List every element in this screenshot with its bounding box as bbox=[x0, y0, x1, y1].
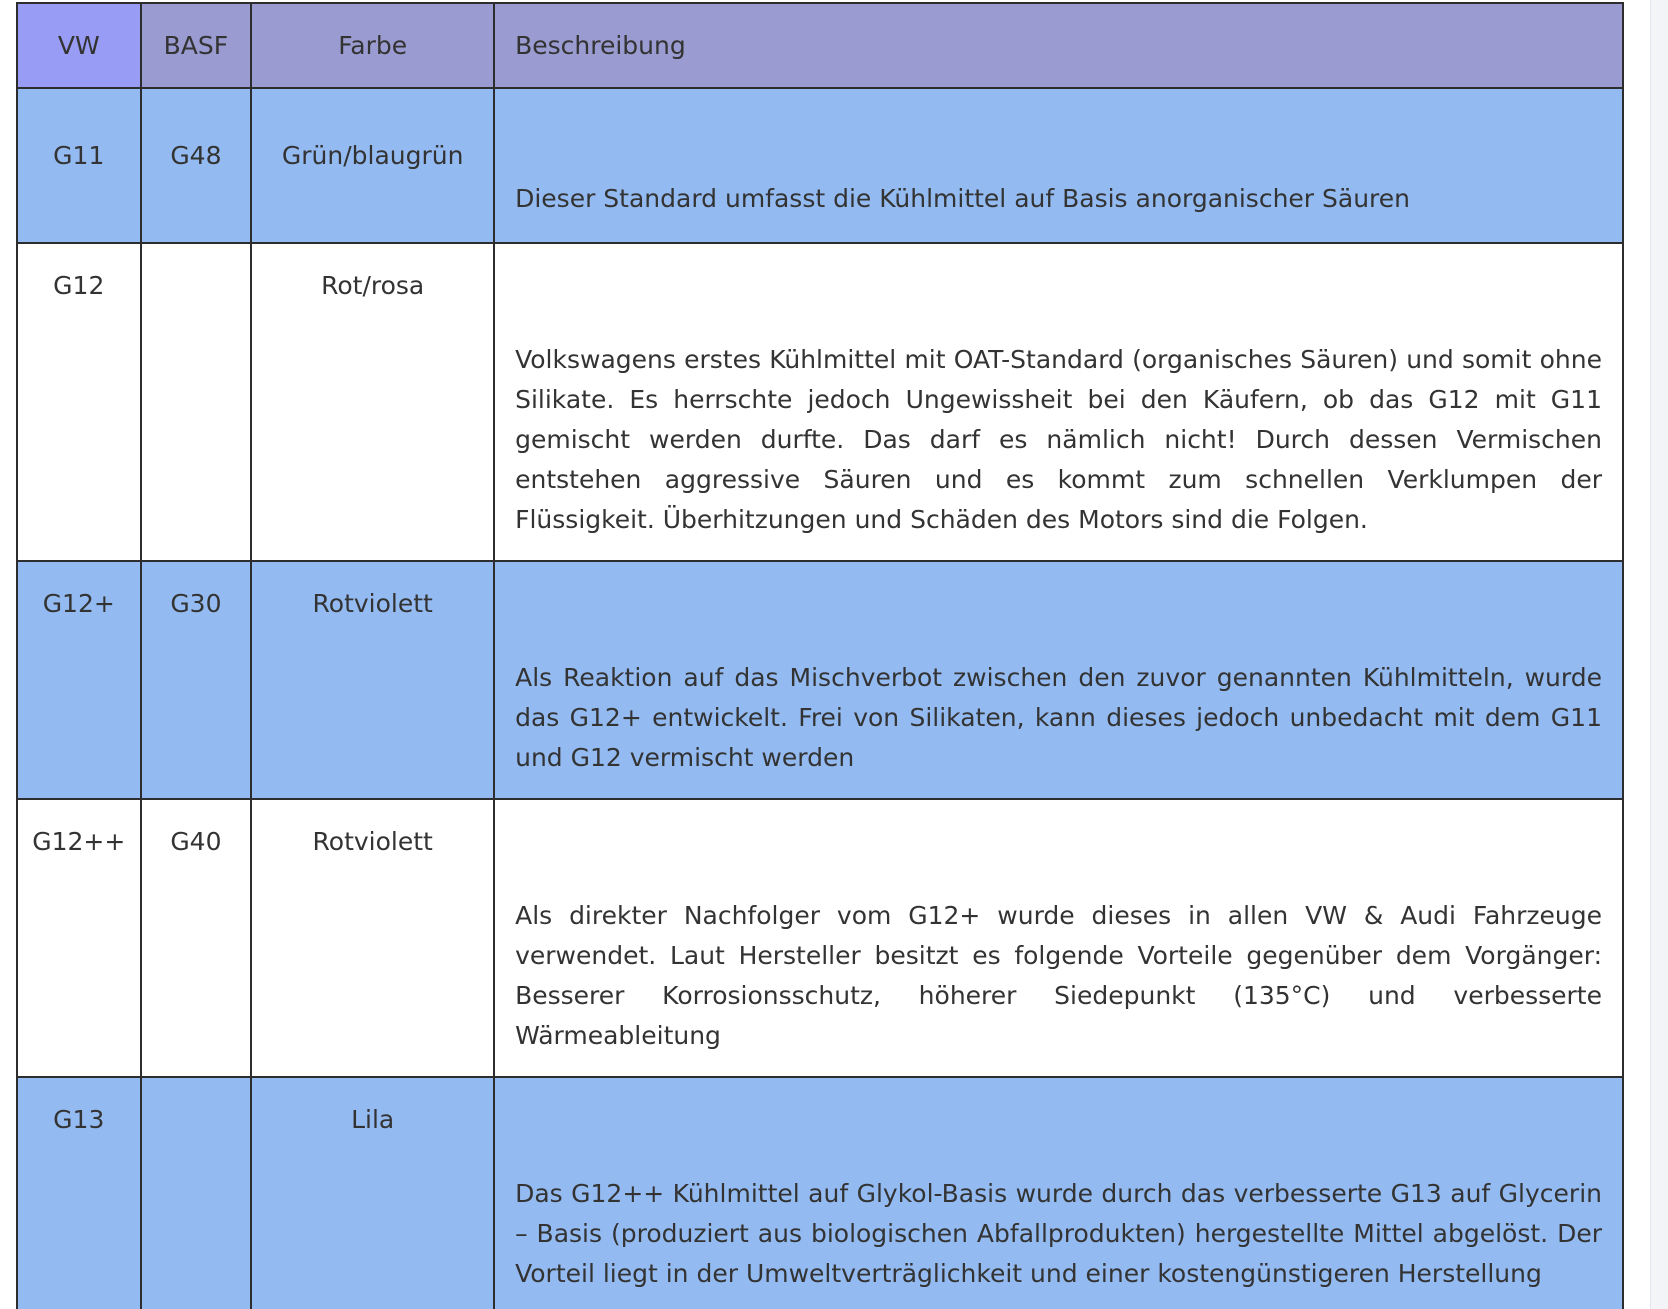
cell-farbe: Grün/blaugrün bbox=[251, 88, 494, 243]
cell-beschreibung: Volkswagens erstes Kühlmittel mit OAT-Standard (organisches Säuren) und somit ohne Silikate. Es herrschte jedoch Ungewissheit bei den Käufern, ob das G12 mit G11 gemischt werden durfte. Das darf es nämlich nicht! Durch dessen Vermischen entstehen aggressive Säuren und es kommt zum schnellen Verklumpen der Flüssigkeit. Überhitzungen und Schäden des Motors sind die Folgen. bbox=[494, 243, 1623, 561]
cell-beschreibung: Dieser Standard umfasst die Kühlmittel auf Basis anorganischer Säuren bbox=[494, 88, 1623, 243]
cell-vw: G12++ bbox=[17, 799, 141, 1077]
cell-vw: G13 bbox=[17, 1077, 141, 1309]
header-farbe: Farbe bbox=[251, 3, 494, 88]
table-row-g12-plus bbox=[17, 561, 1623, 799]
cell-farbe: Lila bbox=[251, 1077, 494, 1309]
header-basf: BASF bbox=[141, 3, 252, 88]
table-row-g12-plus-plus bbox=[17, 799, 1623, 1077]
scroll-gutter bbox=[1650, 0, 1668, 1309]
cell-basf bbox=[141, 1077, 252, 1309]
table-header-row bbox=[17, 3, 1623, 88]
header-beschreibung: Beschreibung bbox=[494, 3, 1623, 88]
cell-farbe: Rotviolett bbox=[251, 799, 494, 1077]
cell-vw: G11 bbox=[17, 88, 141, 243]
coolant-table bbox=[16, 2, 1624, 1309]
cell-vw: G12+ bbox=[17, 561, 141, 799]
cell-beschreibung: Das G12++ Kühlmittel auf Glykol-Basis wurde durch das verbesserte G13 auf Glycerin – Basis (produziert aus biologischen Abfallprodukten) hergestellte Mittel abgelöst. Der Vorteil liegt in der Umweltverträglichkeit und einer kostengünstigeren Herstellung bbox=[494, 1077, 1623, 1309]
cell-beschreibung: Als Reaktion auf das Mischverbot zwischen den zuvor genannten Kühlmitteln, wurde das G12+ entwickelt. Frei von Silikaten, kann dieses jedoch unbedacht mit dem G11 und G12 vermischt werden bbox=[494, 561, 1623, 799]
table-row-g13 bbox=[17, 1077, 1623, 1309]
cell-vw: G12 bbox=[17, 243, 141, 561]
header-vw: VW bbox=[17, 3, 141, 88]
cell-farbe: Rotviolett bbox=[251, 561, 494, 799]
cell-basf: G30 bbox=[141, 561, 252, 799]
cell-basf bbox=[141, 243, 252, 561]
table-row-g12 bbox=[17, 243, 1623, 561]
cell-beschreibung: Als direkter Nachfolger vom G12+ wurde dieses in allen VW & Audi Fahrzeuge verwendet. Laut Hersteller besitzt es folgende Vorteile gegenüber dem Vorgänger: Besserer Korrosionsschutz, höherer Siedepunkt (135°C) und verbesserte Wärmeableitung bbox=[494, 799, 1623, 1077]
table-row-g11 bbox=[17, 88, 1623, 243]
cell-basf: G48 bbox=[141, 88, 252, 243]
cell-farbe: Rot/rosa bbox=[251, 243, 494, 561]
cell-basf: G40 bbox=[141, 799, 252, 1077]
